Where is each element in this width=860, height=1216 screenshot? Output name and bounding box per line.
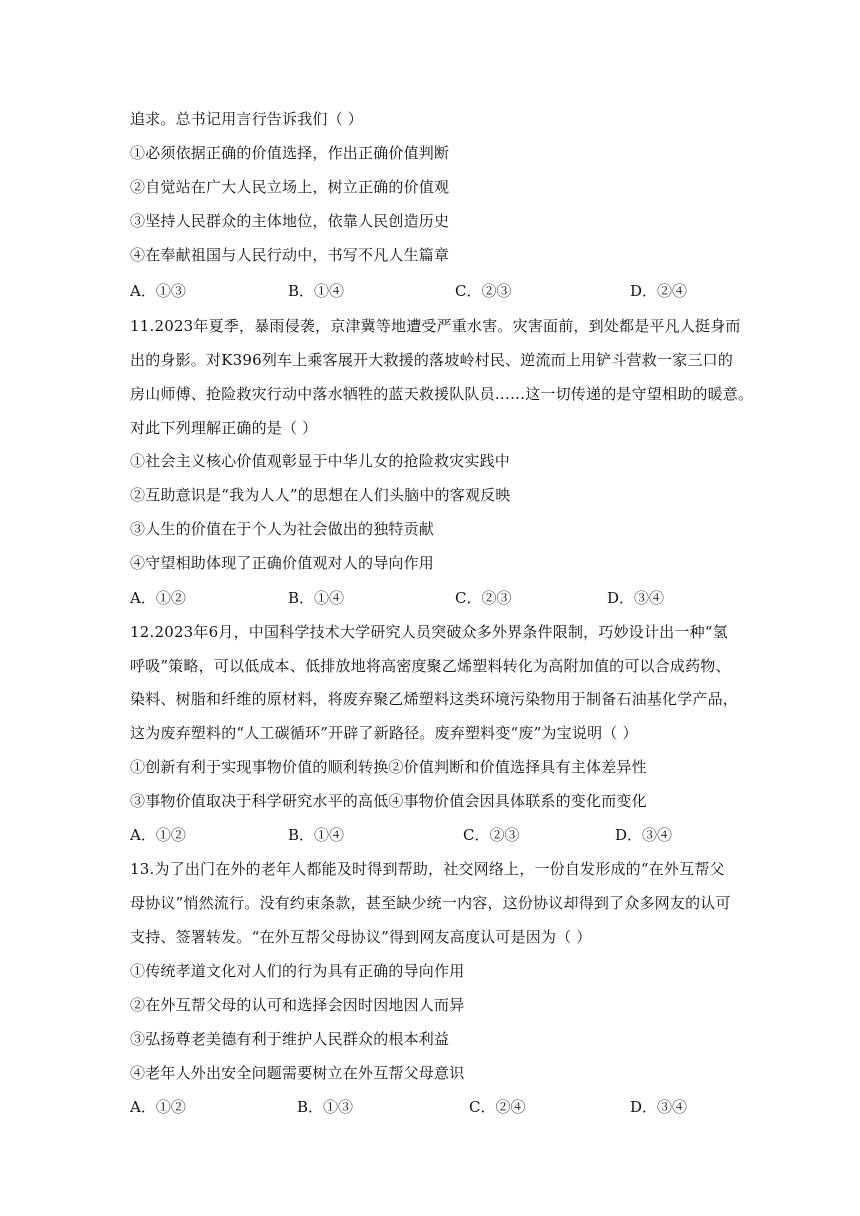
q11-choice-b: B．①④ [288, 589, 345, 607]
q10-choice-c: C．②③ [455, 282, 512, 300]
q11-stem-line-4: 对此下列理解正确的是（ ） [130, 419, 318, 437]
q13-option-3: ③弘扬尊老美德有利于维护人民群众的根本利益 [130, 1030, 450, 1048]
q13-stem-line-3: 支持、签署转发。“在外互帮父母协议”得到网友高度认可是因为（ ） [130, 928, 592, 946]
q12-choice-d: D．③④ [615, 826, 673, 844]
q10-option-1: ①必须依据正确的价值选择，作出正确价值判断 [130, 144, 450, 162]
q13-stem-line-1: 13.为了出门在外的老年人都能及时得到帮助，社交网络上，一份自发形成的“在外互帮父 [130, 860, 725, 878]
q13-option-2: ②在外互帮父母的认可和选择会因时因地因人而异 [130, 996, 465, 1014]
q10-choice-b: B．①④ [288, 282, 345, 300]
q10-answer-choices [130, 281, 770, 301]
q12-stem-line-1: 12.2023年6月，中国科学技术大学研究人员突破众多外界条件限制，巧妙设计出一种“氢 [130, 623, 728, 641]
q11-stem-line-2: 出的身影。对K396列车上乘客展开大救援的落坡岭村民、逆流而上用铲斗营救一家三口的 [130, 351, 734, 369]
q11-choice-d: D．③④ [607, 589, 665, 607]
q10-option-3: ③坚持人民群众的主体地位，依靠人民创造历史 [130, 212, 450, 230]
q13-option-1: ①传统孝道文化对人们的行为具有正确的导向作用 [130, 962, 465, 980]
q10-stem-end: 追求。总书记用言行告诉我们（ ） [130, 110, 363, 128]
q12-stem-line-3: 染料、树脂和纤维的原材料，将废弃聚乙烯塑料这类环境污染物用于制备石油基化学产品， [130, 690, 739, 708]
q11-option-2: ②互助意识是“我为人人”的思想在人们头脑中的客观反映 [130, 486, 511, 504]
q10-option-4: ④在奉献祖国与人民行动中，书写不凡人生篇章 [130, 246, 450, 264]
q13-choice-a: A．①② [130, 1098, 186, 1116]
q11-choice-a: A．①② [130, 589, 186, 607]
q13-choice-b: B．①③ [297, 1098, 354, 1116]
q10-option-2: ②自觉站在广大人民立场上，树立正确的价值观 [130, 178, 450, 196]
q12-choice-a: A．①② [130, 826, 186, 844]
q11-option-3: ③人生的价值在于个人为社会做出的独特贡献 [130, 520, 435, 538]
q12-options-line-2: ③事物价值取决于科学研究水平的高低④事物价值会因具体联系的变化而变化 [130, 792, 647, 810]
q13-choice-d: D．③④ [630, 1098, 688, 1116]
q12-stem-line-2: 呼吸”策略，可以低成本、低排放地将高密度聚乙烯塑料转化为高附加值的可以合成药物、 [130, 657, 731, 675]
q10-choice-a: A．①③ [130, 282, 186, 300]
q10-choice-d: D．②④ [630, 282, 688, 300]
q11-stem-line-3: 房山师傅、抢险救灾行动中落水牺牲的蓝天救援队队员……这一切传递的是守望相助的暖意。 [130, 385, 754, 403]
q13-option-4: ④老年人外出安全问题需要树立在外互帮父母意识 [130, 1064, 465, 1082]
q11-choice-c: C．②③ [455, 589, 512, 607]
q12-stem-line-4: 这为废弃塑料的“人工碳循环”开辟了新路径。废弃塑料变“废”为宝说明（ ） [130, 724, 638, 742]
q11-option-1: ①社会主义核心价值观彰显于中华儿女的抢险救灾实践中 [130, 452, 511, 470]
q13-stem-line-2: 母协议”悄然流行。没有约束条款，甚至缺少统一内容，这份协议却得到了众多网友的认可 [130, 894, 731, 912]
q12-choice-b: B．①④ [288, 826, 345, 844]
q12-answer-choices [130, 825, 770, 845]
q12-choice-c: C．②③ [463, 826, 520, 844]
q12-options-line-1: ①创新有利于实现事物价值的顺利转换②价值判断和价值选择具有主体差异性 [130, 758, 647, 776]
q11-option-4: ④守望相助体现了正确价值观对人的导向作用 [130, 554, 435, 572]
q11-answer-choices [130, 588, 770, 608]
q13-choice-c: C．②④ [469, 1098, 526, 1116]
q11-stem-line-1: 11.2023年夏季，暴雨侵袭，京津冀等地遭受严重水害。灾害面前，到处都是平凡人挺身而 [130, 317, 741, 335]
q13-answer-choices [130, 1097, 770, 1117]
